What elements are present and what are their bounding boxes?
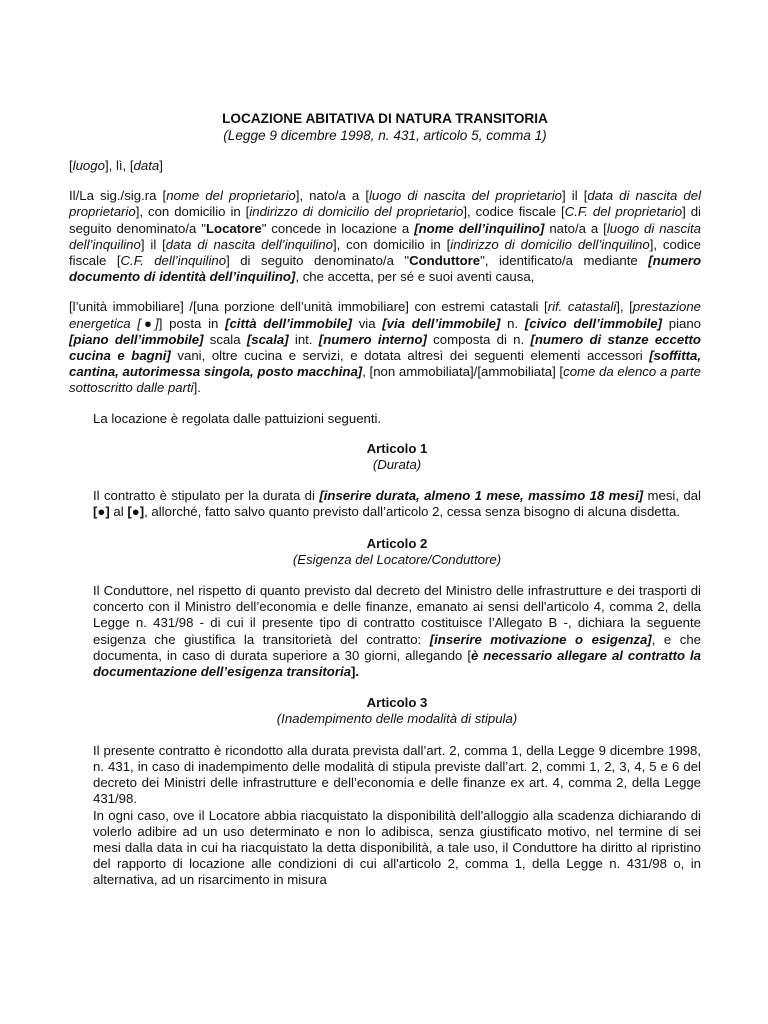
text-run: [civico dell’immobile] [524,315,663,331]
text-run: , che accetta, per sé e suoi aventi causa, [295,269,535,285]
article-subtitle: (Durata) [372,457,422,473]
text-run: è necessario allegare al contratto la documentazione dell’esigenza transitoria [93,647,702,680]
text-run: Locatore [205,220,262,236]
text-run: scala [203,331,247,347]
text-run: al [109,504,128,520]
article-subtitle: (Esigenza del Locatore/Conduttore) [292,551,502,567]
text-run: data di nascita del proprietario [69,188,701,220]
text-run: , allorché, fatto salvo quanto previsto dall’articolo 2, cessa senza bisogno di alcuna disdetta. [144,504,680,520]
text-run: data di nascita dell’inquilino [165,236,333,252]
article-paragraph [93,808,701,889]
text-run: ] il [ [562,188,588,204]
text-run: In ogni caso, ove il Locatore abbia riacquistato la disponibilità dell'alloggio alla scadenza dichiarando di volerlo adibire ad un uso determinato e non lo adibisca, senza giustificato motivo, nel termine di sei mesi dalla data in cui ha riacquistato la detta disponibilità, a tale uso, il Conduttore ha diritto al ripristino del rapporto di locazione alle condizioni di cui all'articolo 2, comma 1, della Legge n. 431/98 o, in alternativa, ad un risarcimento in misura [93,807,701,888]
text-run: " concede in locazione a [261,220,415,236]
text-run: nome del proprietario [166,188,296,204]
text-run: ], con domicilio in [ [332,236,451,252]
article-title: Articolo 1 [366,440,428,456]
articles-section [93,441,701,889]
text-run: , e che documenta, in caso di durata superiore a 30 giorni, allegando [ [93,631,701,663]
text-run: composta di n. [426,331,531,347]
text-run: piano [662,315,702,331]
text-run: [ [69,158,73,173]
article-paragraph [93,743,701,808]
text-run: Il contratto è stipulato per la durata di [93,488,320,504]
article-title: Articolo 2 [366,535,428,551]
text-run: ]. [350,664,360,680]
text-run: Il/La sig./sig.ra [ [69,188,167,204]
text-run: rif. catastali [547,299,617,315]
text-run: ", identificato/a mediante [480,253,649,269]
article-paragraph [93,488,701,520]
text-run: data [133,158,160,173]
text-run: indirizzo di domicilio del proprietario [249,204,464,220]
text-run: [inserire durata, almeno 1 mese, massimo 18 mesi] [319,488,644,504]
text-run: [l’unità immobiliare] /[una porzione dell’unità immobiliare] con estremi catastali [ [69,299,548,315]
text-run: ], lì, [ [104,158,134,173]
text-run: indirizzo di domicilio dell’inquilino [450,236,650,252]
text-run: prestazione energetica [●] [69,299,701,331]
text-run: ], codice fiscale [ [463,204,565,220]
document-page [69,110,701,889]
article-subtitle: (Inadempimento delle modalità di stipula) [276,711,518,727]
parties-paragraph [69,188,701,285]
text-run: , [non ammobiliata]/[ammobiliata] [ [362,364,564,380]
document-title: LOCAZIONE ABITATIVA DI NATURA TRANSITORIA [222,111,548,126]
text-run: [città dell’immobile] [225,315,352,331]
text-run: Il presente contratto è ricondotto alla durata prevista dall’art. 2, comma 1, della Legge 9 dicembre 1998, n. 431, in caso di inadempimento delle modalità di stipula previste dall’art. 2, commi 1, 2, 3, 4, 5 e 6 del decreto dei Ministri delle infrastrutture e dell’economia e delle finanze ex art. 4, comma 2, della Legge 431/98. [93,742,701,807]
text-run: luogo di nascita del proprietario [368,188,562,204]
article-paragraph [93,583,701,680]
article-title: Articolo 3 [366,695,428,711]
text-run: come da elenco a parte sottoscritto dalle parti [69,364,701,396]
text-run: Il Conduttore, nel rispetto di quanto previsto dal decreto del Ministro delle infrastrutture e dei trasporti di concerto con il Ministro dell’economia e delle finanze, emanato ai sensi dell'articolo 4, comma 2, della Legge n. 431/98 - di cui il presente tipo di contratto costituisce l’Allegato B -, dichiara la seguente esigenza che giustifica la transitorietà del contratto: [93,583,701,647]
text-run: mesi, dal [643,488,701,504]
text-run: luogo di nascita dell’inquilino [69,220,702,252]
text-run: ] di seguito denominato/a " [226,253,410,269]
text-run: n. [500,315,525,331]
text-run: C.F. dell’inquilino [120,253,227,269]
text-run: [via dell’immobile] [382,315,501,331]
text-run: luogo [72,158,105,173]
text-run: ], codice fiscale [ [69,236,702,269]
text-run: vani, oltre cucina e servizi, e dotata altresì dei seguenti elementi accessori [170,348,650,364]
text-run: [piano dell’immobile] [69,331,204,347]
text-run: [●] [93,504,110,520]
text-run: C.F. del proprietario [564,204,683,220]
text-run: La locazione è regolata dalle pattuizioni seguenti. [93,410,382,426]
text-run: [●] [127,504,145,520]
text-run: [scala] [246,331,289,347]
text-run: [inserire motivazione o esigenza] [429,631,652,647]
text-run: ], [ [616,299,633,315]
text-run: ], con domicilio in [ [135,204,250,220]
text-run: ] di seguito denominato/a " [69,204,701,236]
text-run: [nome dell’inquilino] [414,220,545,236]
place-date-line [69,158,701,174]
text-run: [numero documento di identità dell’inquilino] [69,253,701,285]
text-run: ]. [193,380,201,396]
text-run: nato/a a [ [544,220,607,236]
text-run: via [351,315,383,331]
text-run: ] posta in [158,315,226,331]
text-run: [numero interno] [318,331,427,347]
text-run: ] [159,158,163,173]
text-run: int. [288,331,319,347]
document-subtitle: (Legge 9 dicembre 1998, n. 431, articolo 5, comma 1) [223,128,547,143]
text-run: [numero di stanze eccetto cucina e bagni] [69,331,701,364]
text-run: Conduttore [409,253,481,269]
text-run: ], nato/a a [ [295,188,369,204]
text-run: ] il [ [140,236,166,252]
regulated-paragraph [93,411,701,427]
property-paragraph [69,299,701,396]
text-run: [soffitta, cantina, autorimessa singola, posto macchina] [69,348,701,380]
